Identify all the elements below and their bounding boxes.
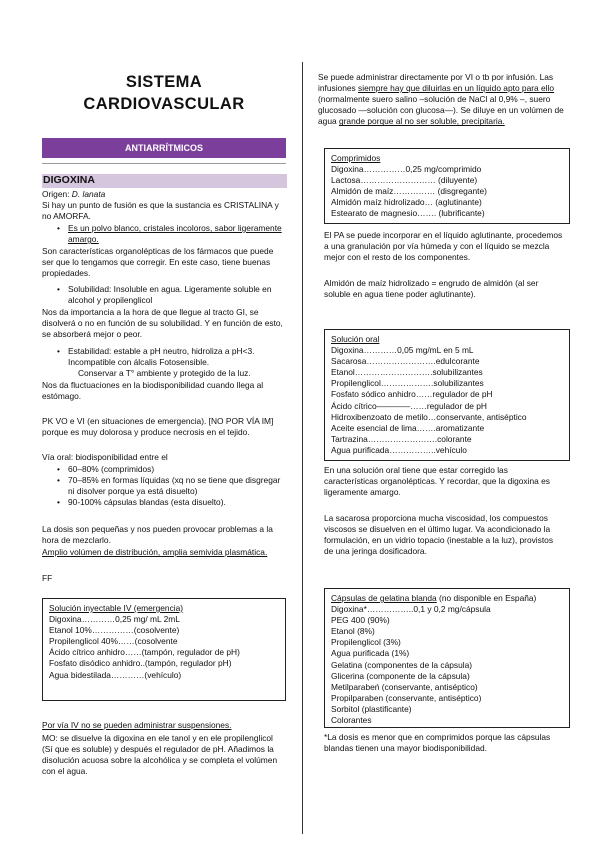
box-row: Fosfato disódico anhidro..(tampón, regulador pH) bbox=[49, 658, 232, 669]
box-title: Solución inyectable IV (emergencia) bbox=[49, 603, 184, 613]
section-banner: ANTIARRÍTMICOS bbox=[42, 138, 286, 158]
box-title: Solución oral bbox=[331, 334, 380, 344]
box-row: Almidón de maíz…………… (disgregante) bbox=[331, 186, 487, 197]
box-row: Fosfato sódico anhidro……regulador de pH bbox=[331, 389, 493, 400]
list-item: • Estabilidad: estable a pH neutro, hidroliza a pH<3. Incompatible con álcalis Fotosensible. Conservar a T° ambiente y protegido de la luz. bbox=[42, 346, 286, 379]
formula-box-injection bbox=[42, 598, 286, 701]
paragraph: La dosis son pequeñas y nos pueden provocar problemas a la hora de mezclarlo. bbox=[42, 524, 273, 546]
box-row: Digoxina*……………..0,1 y 0,2 mg/cápsula bbox=[331, 604, 491, 615]
list-item: • Solubilidad: Insoluble en agua. Ligeramente soluble en alcohol y propilenglicol bbox=[42, 284, 286, 306]
box-row: Digoxina……………0,25 mg/comprimido bbox=[331, 164, 482, 175]
paragraph: FF bbox=[42, 573, 53, 583]
paragraph: Amplio volúmen de distribución, amplia semivida plasmática. bbox=[42, 547, 268, 557]
box-row: Sorbitol (plastificante) bbox=[331, 703, 412, 714]
box-row: Glicerina (componente de la cápsula) bbox=[331, 670, 470, 681]
paragraph: Si hay un punto de fusión es que la sustancia es CRISTALINA y no AMORFA. bbox=[42, 200, 279, 222]
box-row: Propilparaben (conservante, antiséptico) bbox=[331, 692, 482, 703]
paragraph: Son características organolépticas de los fármacos que puede ser que lo tengamos que corregir. En este caso, tiene buenas propiedades. bbox=[42, 246, 274, 279]
bullet-list bbox=[42, 346, 286, 379]
list-item: • 70–85% en formas líquidas (xq no se tiene que disgregar ni disolver porque ya está disuelto) bbox=[42, 475, 286, 497]
paragraph: Nos da fluctuaciones en la biodisponibilidad cuando llega al estómago. bbox=[42, 380, 264, 402]
box-row: Propilenglicol (3%) bbox=[331, 637, 401, 648]
section-heading: DIGOXINA bbox=[42, 174, 286, 188]
box-row: Tartrazina…………………….colorante bbox=[331, 433, 472, 444]
box-row: Agua purificada……………..vehículo bbox=[331, 444, 467, 455]
box-row: Etanol 10%……………(cosolvente) bbox=[49, 625, 180, 636]
paragraph: Vía oral: biodisponibilidad entre el bbox=[42, 452, 168, 462]
paragraph: Se puede administrar directamente por VI o tb por infusión. Las infusiones siempre hay que diluirlas en un líquido apto para ello (normalmente suero salino –solución de NaCl al 0,9% –, suero glucosado —solución con glucosa—). Se diluye en un volúmen de agua grande porque al no ser soluble, precipitaria. bbox=[318, 72, 564, 127]
bullet-list bbox=[42, 284, 286, 306]
box-row: Agua purificada (1%) bbox=[331, 648, 410, 659]
box-row: Agua bidestilada…………(vehículo) bbox=[49, 669, 182, 680]
divider bbox=[42, 163, 286, 164]
formula-box-oral-solution bbox=[324, 329, 570, 461]
box-row: Aceite esencial de lima…….aromatizante bbox=[331, 422, 485, 433]
list-item: • 90-100% cápsulas blandas (esta disuelto). bbox=[42, 497, 286, 508]
list-item: • Es un polvo blanco, cristales incoloros, sabor ligeramente amargo. bbox=[42, 223, 286, 245]
box-title: Cápsulas de gelatina blanda (no disponible en España) bbox=[331, 593, 537, 603]
box-row: Hidroxibenzoato de metilo…conservante, antiséptico bbox=[331, 411, 527, 422]
paragraph: PK VO e VI (en situaciones de emergencia). [NO POR VÍA IM] porque es muy dolorosa y produce necrosis en el tejido. bbox=[42, 416, 274, 438]
paragraph: Nos da importancia a la hora de que llegue al tracto GI, se disolverá o no en función de su solubilidad. Y en función de esto, se absorberá mejor o peor. bbox=[42, 307, 283, 340]
paragraph: La sacarosa proporciona mucha viscosidad, los compuestos viscosos se disuelven en el último lugar. Va acondicionado la formulación, en un vidrio topacio (inestable a la luz), provistos de una jeringa dosificadora. bbox=[324, 513, 554, 557]
box-row: PEG 400 (90%) bbox=[331, 615, 390, 626]
box-row: Sacarosa…………………….edulcorante bbox=[331, 356, 480, 367]
box-title: Comprimidos bbox=[331, 153, 381, 163]
paragraph: Almidón de maíz hidrolizado = engrudo de almidón (al ser soluble en agua tiene poder aglutinante). bbox=[324, 278, 539, 300]
box-row: Estearato de magnesio……. (lubrificante) bbox=[331, 208, 485, 219]
box-row: Almidón maíz hidrolizado… (aglutinante) bbox=[331, 197, 482, 208]
paragraph: El PA se puede incorporar en el líquido aglutinante, procedemos a una granulación por vía húmeda y con el líquido se mezcla mejor con el resto de los componentes. bbox=[324, 230, 563, 263]
column-divider bbox=[302, 62, 303, 834]
formula-box-soft-capsules bbox=[324, 588, 570, 728]
origin-line: Origen: D. lanata bbox=[42, 189, 106, 199]
paragraph: MO: se disuelve la digoxina en ele tanol y en ele propilenglicol (Sí que es soluble) y después el regulador de pH. Añadimos la disolución acuosa sobre la alcohólica y se completa el volúmen con el agua. bbox=[42, 733, 278, 777]
bullet-list bbox=[42, 464, 286, 508]
page-title: SISTEMA CARDIOVASCULAR bbox=[83, 73, 245, 113]
box-row: Digoxina…………0,25 mg/ mL 2mL bbox=[49, 614, 180, 625]
formula-box-tablets bbox=[324, 148, 570, 224]
box-row: Lactosa……………………… (diluyente) bbox=[331, 175, 478, 186]
box-row: Digoxina…………0,05 mg/mL en 5 mL bbox=[331, 345, 474, 356]
box-row: Gelatina (componentes de la cápsula) bbox=[331, 659, 473, 670]
box-row: Colorantes bbox=[331, 715, 372, 726]
box-row: Etanol……………………….solubilizantes bbox=[331, 367, 483, 378]
box-row: Ácido cítrico————……regulador de pH bbox=[331, 400, 487, 411]
box-row: Metilparabeń (conservante, antiséptico) bbox=[331, 681, 478, 692]
box-row: Propilenglicol 40%……(cosolvente bbox=[49, 636, 178, 647]
list-item: • 60–80% (comprimidos) bbox=[42, 464, 286, 475]
box-row: Propilenglicol……………….solubilizantes bbox=[331, 378, 484, 389]
bullet-list bbox=[42, 223, 286, 245]
paragraph: En una solución oral tiene que estar corregido las características organolépticas. Y recordar, que la digoxina es ligeramente amargo. bbox=[324, 465, 550, 498]
footnote: *La dosis es menor que en comprimidos porque las cápsulas blandas tienen una mayor biodisponibilidad. bbox=[324, 732, 551, 754]
box-row: Ácido cítrico anhidro……(tampón, regulador de pH) bbox=[49, 647, 240, 658]
paragraph: Por vía IV no se pueden administrar suspensiones. bbox=[42, 720, 232, 730]
box-row: Etanol (8%) bbox=[331, 626, 375, 637]
